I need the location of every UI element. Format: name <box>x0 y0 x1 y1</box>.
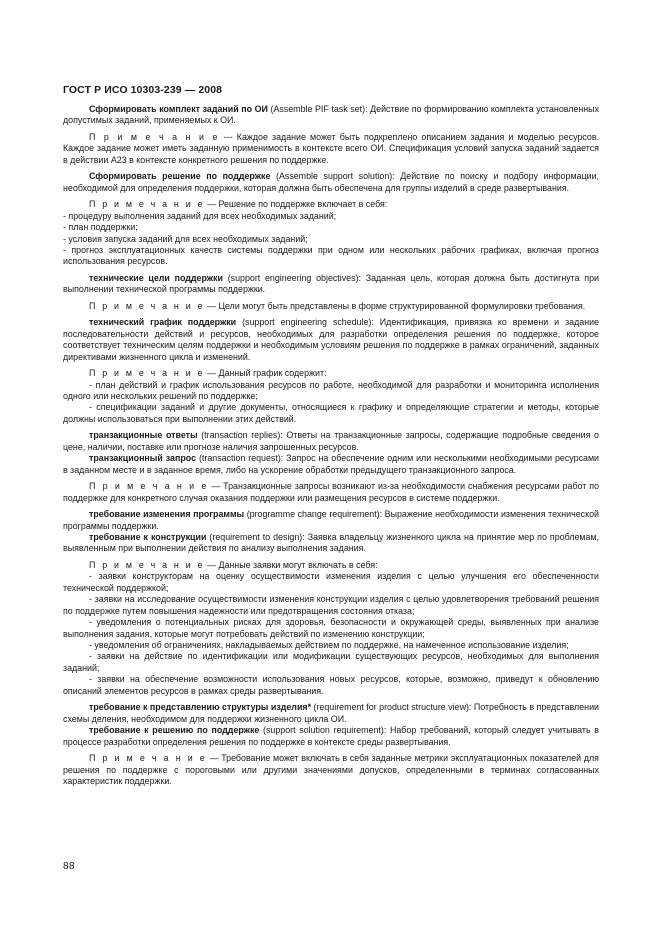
note-text: — Данный график содержит: <box>204 368 327 379</box>
note-label: П р и м е ч а н и е <box>89 131 220 142</box>
definition-text: (Assemble support solution): Действие по поиску и подбору информации, необходимой для определения поддержки, которая должна быть обеспечена для группы изделий в среде развертывания. <box>63 171 599 193</box>
document-header: ГОСТ Р ИСО 10303-239 — 2008 <box>63 84 223 96</box>
note <box>63 132 599 166</box>
definition-text: (transaction replies): Ответы на транзакционные запросы, содержащие подробные сведения о цене, наличии, поставке или прогнозе наличия запрошенных ресурсов. <box>63 430 599 452</box>
definition-entry <box>63 453 599 476</box>
list-item: - план действий и график использования ресурсов по работе, необходимой для разработки и мониторинга исполнения одного или нескольких решений по поддержке; <box>63 379 599 401</box>
note-label: П р и м е ч а н и е <box>89 300 205 311</box>
note-label: П р и м е ч а н и е <box>89 559 205 570</box>
term: требование к представлению структуры изделия* <box>89 702 312 713</box>
note-label: П р и м е ч а н и е <box>89 753 207 764</box>
term: требование к конструкции <box>89 531 207 542</box>
list-item: - заявки на исследование осуществимости изменения конструкции изделия с целью удовлетворения требований решения по поддержке путем повышения надежности или предотвращения состояния отказа; <box>63 594 599 616</box>
note <box>63 481 599 504</box>
term: транзакционный запрос <box>89 453 197 464</box>
note-label: П р и м е ч а н и е <box>89 368 205 379</box>
note-text: — Данные заявки могут включать в себя: <box>204 559 378 570</box>
term: технический график поддержки <box>89 317 237 328</box>
note <box>63 301 599 312</box>
note-label: П р и м е ч а н и е <box>89 199 205 210</box>
list-item: - условия запуска заданий для всех необходимых заданий; <box>63 233 308 244</box>
term: требование изменения программы <box>89 509 245 520</box>
note <box>63 753 599 787</box>
definition-entry <box>63 104 599 127</box>
definition-entry <box>63 725 599 748</box>
list-item: - уведомления об ограничениях, накладываемых действием по поддержке, на намеченное использование изделия; <box>89 640 569 651</box>
term: Сформировать комплект заданий по ОИ <box>89 104 268 114</box>
definition-text: (requirement for product structure view): Потребность в представлении схемы деления, необходимом для поддержки жизненного цикла ОИ. <box>63 702 599 724</box>
list-item: - спецификации заданий и другие документы, относящиеся к графику и определяющие стратегии и методы, которые должны использоваться при выполнении этих действий. <box>63 402 599 424</box>
note <box>63 199 599 210</box>
definition-entry <box>63 317 599 363</box>
note-text: — Решение по поддержке включает в себя: <box>204 199 388 210</box>
list-item: - заявки на действие по идентификации или модификации существующих ресурсов, необходимых для выполнения заданий; <box>63 651 599 673</box>
list-item: - заявки конструкторам на оценку осуществимости изменения изделия с целью улучшения его обеспеченности технической поддержкой; <box>63 571 599 593</box>
note <box>63 560 599 571</box>
list-item: - процедуру выполнения заданий для всех необходимых заданий; <box>63 210 337 221</box>
list-item: - план поддержки; <box>63 222 138 233</box>
note <box>63 368 599 379</box>
definition-entry <box>63 273 599 296</box>
definition-text: (transaction request): Запрос на обеспечение одним или несколькими необходимыми ресурсами в заданном месте и в заданное время, либо на ускорение обработки предыдущего транзакционного запроса. <box>63 453 599 475</box>
note-text: — Цели могут быть представлены в форме структурированной формулировки требования. <box>204 300 586 311</box>
list-item: - прогноз эксплуатационных качеств системы поддержки при одном или нескольких рабочих графиках, включая прогноз использования ресурсов. <box>63 244 599 267</box>
note-text: — Транзакционные запросы возникают из-за необходимости снабжения ресурсами работ по поддержке для конкретного случая оказания поддержки или размещения ресурсов в системе поддержки. <box>63 481 599 503</box>
term: технические цели поддержки <box>89 272 223 283</box>
note-text: — Требование может включать в себя заданные метрики эксплуатационных показателей для решения по поддержке с пороговыми или другими значениями допусков, определенными в терминах согласованных характеристик поддержки. <box>63 753 599 787</box>
definition-text: (requirement to design): Заявка владельцу жизненного цикла на принятие мер по проблемам, выявленным при выполнении действия по анализу выполнения задания. <box>63 531 599 554</box>
definition-entry <box>63 702 599 725</box>
definition-entry <box>63 532 599 555</box>
definition-text: (support engineering schedule): Идентификация, привязка ко времени и задание последовательности действий и ресурсов, необходимых для разработки определения решения по поддержке, которое соответствует техническим целям поддержки и необходимым условиям решения по поддержке в рамках ограничений, заданных директивами жизненного цикла и изменений. <box>63 317 599 362</box>
definition-entry <box>63 171 599 194</box>
definition-text: (Assemble PIF task set): Действие по формированию комплекта установленных допустимых заданий, применяемых к ОИ. <box>63 104 599 126</box>
note-text: --- Каждое задание может быть подкреплено описанием задания и моделью ресурсов. Каждое задание может иметь заданную применимость в контексте всего ОИ. Спецификация условий запуска заданий задается в действии А23 в контексте конкретного решения по поддержке. <box>63 131 600 165</box>
page-number: 88 <box>63 861 76 872</box>
term: требование к решению по поддержке <box>89 725 260 736</box>
term: Сформировать решение по поддержке <box>89 171 271 182</box>
list-item: - уведомления о потенциальных рисках для здоровья, безопасности и окружающей среды, выявленных при анализе выполнения задания, которые могут потребовать действий по изменению конструкции; <box>63 617 599 639</box>
definition-entry <box>63 430 599 453</box>
list-item: - заявки на обеспечение возможности использования новых ресурсов, которые, возможно, приведут к обновлению описаний элементов ресурсов в рамках среды развертывания. <box>63 674 599 696</box>
definition-text: (support engineering objectives): Заданная цель, которая должна быть достигнута при выполнении технической программы поддержки. <box>63 272 599 295</box>
term: транзакционные ответы <box>89 430 198 441</box>
definition-text: (programme change requirement): Выражение необходимости изменения технической программы поддержки. <box>63 509 599 531</box>
definition-text: (support solution requirement): Набор требований, который следует учитывать в процессе разработки определения решения по поддержке в контексте среды развертывания. <box>63 725 600 747</box>
page-body <box>63 104 599 787</box>
note-label: П р и м е ч а н и е <box>89 481 209 492</box>
definition-entry <box>63 509 599 532</box>
